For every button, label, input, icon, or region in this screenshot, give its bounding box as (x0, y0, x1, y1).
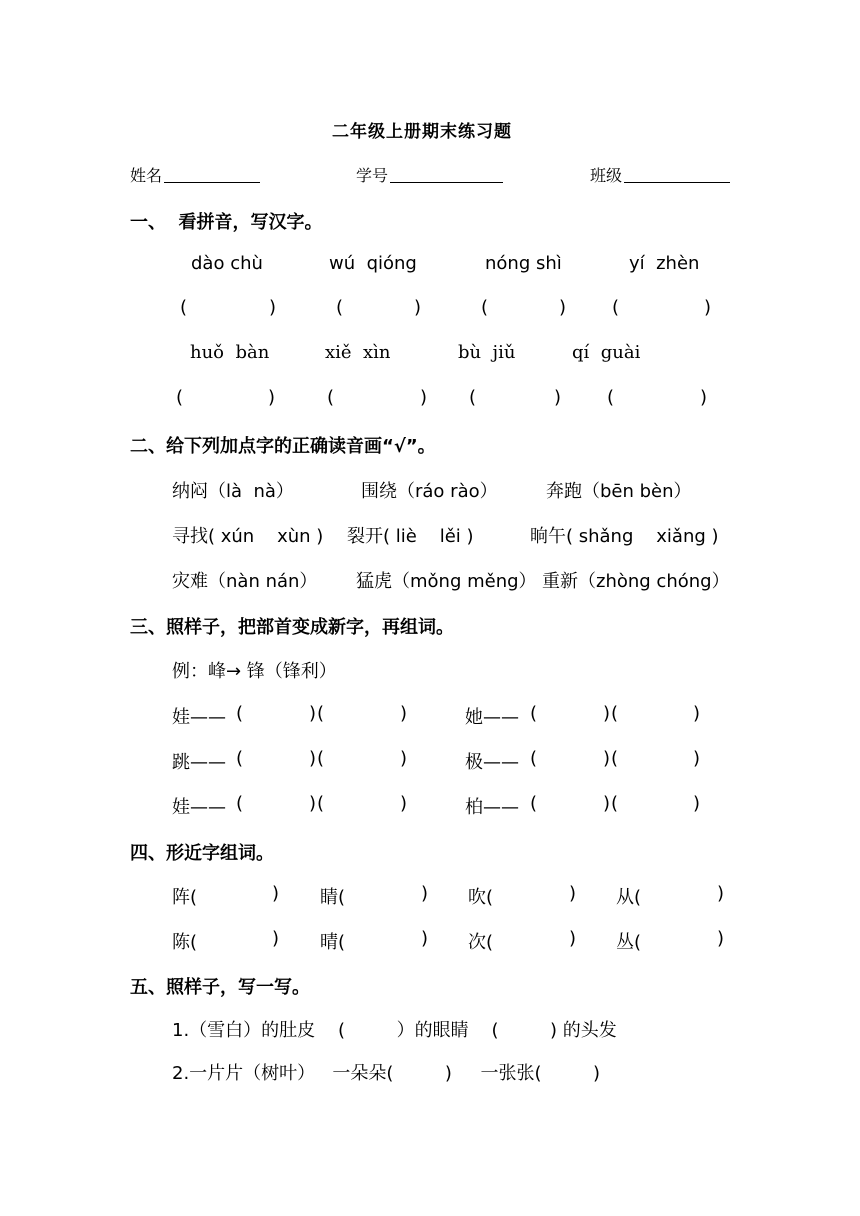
section-5-heading: 五、照样子，写一写。 (130, 977, 310, 998)
answer-paren-close: ) (554, 387, 562, 408)
answer-paren-close: ) (309, 748, 317, 769)
answer-paren-close: ) (559, 297, 567, 318)
radical-char: 娃—— (172, 797, 226, 818)
answer-paren-open: ( (180, 297, 188, 318)
reading-choice-item: 重新（zhòng chóng） (542, 571, 730, 592)
answer-paren-close: ) (569, 883, 577, 904)
answer-paren-open: ( (317, 703, 325, 724)
example-line: 例：峰→ 锋（锋利） (172, 661, 337, 682)
radical-char: 娃—— (172, 707, 226, 728)
answer-paren-close: ) (269, 297, 277, 318)
similar-char-item: 阵( (172, 887, 198, 908)
pinyin-item: qí guài (572, 342, 641, 363)
pinyin-item: wú qióng (329, 253, 417, 274)
answer-paren-close: ) (414, 297, 422, 318)
answer-paren-close: ) (309, 703, 317, 724)
reading-choice-item: 猛虎（mǒng měng） (356, 571, 537, 592)
answer-paren-close: ) (693, 703, 701, 724)
answer-paren-close: ) (400, 793, 408, 814)
answer-paren-close: ) (603, 793, 611, 814)
answer-paren-close: ) (603, 748, 611, 769)
pinyin-item: huǒ bàn (190, 342, 270, 363)
answer-paren-open: ( (611, 703, 619, 724)
answer-paren-open: ( (176, 387, 184, 408)
answer-paren-open: ( (317, 793, 325, 814)
page-title: 二年级上册期末练习题 (332, 122, 512, 142)
similar-char-item: 从( (616, 887, 642, 908)
imitation-line-1: 1.（雪白）的肚皮 ( ）的眼睛 ( ) 的头发 (172, 1020, 617, 1041)
radical-char: 跳—— (172, 752, 226, 773)
answer-paren-open: ( (236, 793, 244, 814)
name-blank[interactable] (164, 182, 260, 183)
reading-choice-item: 围绕（ráo rào） (361, 481, 498, 502)
answer-paren-open: ( (236, 703, 244, 724)
answer-paren-close: ) (421, 928, 429, 949)
student-id-label: 学号 (356, 166, 389, 185)
answer-paren-close: ) (717, 928, 725, 949)
answer-paren-open: ( (327, 387, 335, 408)
pinyin-item: bù jiǔ (458, 342, 516, 363)
similar-char-item: 睛( (320, 887, 346, 908)
answer-paren-close: ) (272, 928, 280, 949)
answer-paren-close: ) (693, 793, 701, 814)
similar-char-item: 吹( (468, 887, 494, 908)
similar-char-item: 丛( (616, 932, 642, 953)
similar-char-item: 陈( (172, 932, 198, 953)
reading-choice-item: 灾难（nàn nán） (172, 571, 318, 592)
reading-choice-item: 晌午( shǎng xiǎng ) (530, 526, 719, 547)
answer-paren-close: ) (272, 883, 280, 904)
answer-paren-open: ( (530, 793, 538, 814)
reading-choice-item: 纳闷（là nà） (172, 481, 294, 502)
answer-paren-close: ) (717, 883, 725, 904)
answer-paren-open: ( (317, 748, 325, 769)
answer-paren-close: ) (268, 387, 276, 408)
class-label: 班级 (590, 166, 623, 185)
section-2-heading: 二、给下列加点字的正确读音画“√”。 (130, 436, 436, 457)
answer-paren-close: ) (400, 703, 408, 724)
pinyin-item: xiě xìn (325, 342, 391, 363)
answer-paren-close: ) (420, 387, 428, 408)
answer-paren-close: ) (704, 297, 712, 318)
pinyin-item: dào chù (191, 253, 263, 274)
class-blank[interactable] (624, 182, 730, 183)
answer-paren-open: ( (612, 297, 620, 318)
answer-paren-open: ( (611, 793, 619, 814)
answer-paren-open: ( (530, 748, 538, 769)
imitation-line-2: 2.一片片（树叶） 一朵朵( ) 一张张( ) (172, 1063, 601, 1084)
answer-paren-close: ) (569, 928, 577, 949)
answer-paren-close: ) (400, 748, 408, 769)
answer-paren-close: ) (693, 748, 701, 769)
pinyin-item: yí zhèn (629, 253, 700, 274)
name-label: 姓名 (130, 166, 163, 185)
answer-paren-open: ( (611, 748, 619, 769)
section-1-heading: 一、 看拼音，写汉字。 (130, 212, 323, 233)
section-4-heading: 四、形近字组词。 (130, 843, 274, 864)
answer-paren-close: ) (603, 703, 611, 724)
similar-char-item: 次( (468, 932, 494, 953)
radical-char: 她—— (465, 707, 519, 728)
reading-choice-item: 寻找( xún xùn ) (172, 526, 324, 547)
answer-paren-open: ( (481, 297, 489, 318)
answer-paren-open: ( (236, 748, 244, 769)
answer-paren-open: ( (469, 387, 477, 408)
answer-paren-close: ) (421, 883, 429, 904)
reading-choice-item: 奔跑（bēn bèn） (546, 481, 692, 502)
section-3-heading: 三、照样子，把部首变成新字，再组词。 (130, 617, 454, 638)
reading-choice-item: 裂开( liè lěi ) (347, 526, 474, 547)
answer-paren-open: ( (336, 297, 344, 318)
radical-char: 柏—— (465, 797, 519, 818)
answer-paren-close: ) (700, 387, 708, 408)
pinyin-item: nóng shì (485, 253, 562, 274)
answer-paren-open: ( (530, 703, 538, 724)
answer-paren-close: ) (309, 793, 317, 814)
radical-char: 极—— (465, 752, 519, 773)
similar-char-item: 晴( (320, 932, 346, 953)
answer-paren-open: ( (607, 387, 615, 408)
student-id-blank[interactable] (390, 182, 503, 183)
